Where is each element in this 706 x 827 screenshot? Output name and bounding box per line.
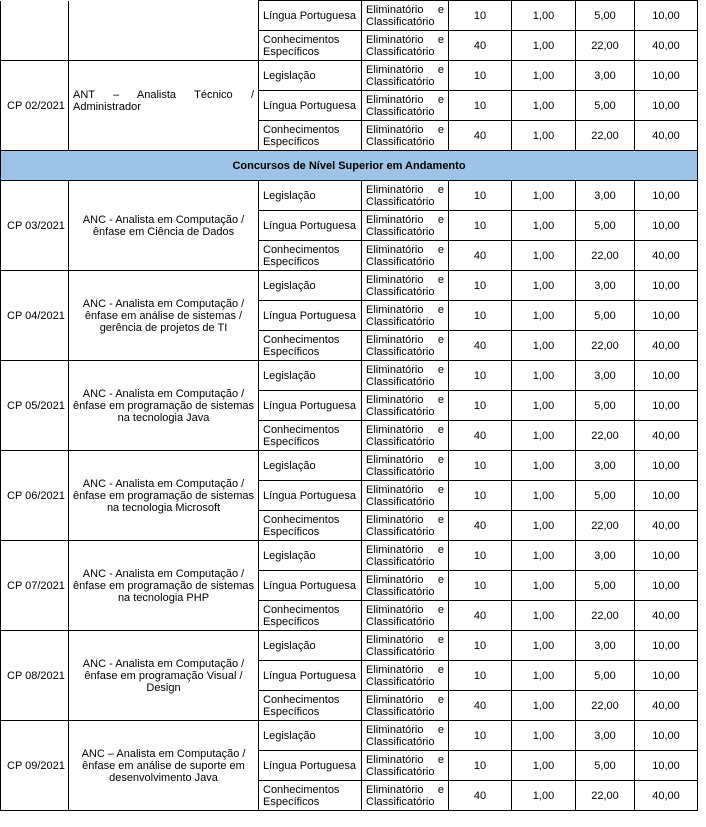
max-score-cell: 10,00	[635, 751, 698, 781]
code-cell: CP 02/2021	[1, 61, 69, 151]
table-row	[1, 361, 698, 391]
min-score-cell: 5,00	[576, 661, 635, 691]
min-score-cell: 5,00	[576, 481, 635, 511]
character-cell: Eliminatório e Classificatório	[362, 301, 449, 331]
character-cell: Eliminatório e Classificatório	[362, 91, 449, 121]
min-score-cell: 3,00	[576, 181, 635, 211]
weight-cell: 1,00	[512, 541, 576, 571]
weight-cell: 1,00	[512, 1, 576, 31]
questions-cell: 10	[449, 61, 512, 91]
table-row	[1, 271, 698, 301]
character-cell: Eliminatório e Classificatório	[362, 61, 449, 91]
min-score-cell: 5,00	[576, 211, 635, 241]
weight-cell: 1,00	[512, 181, 576, 211]
max-score-cell: 40,00	[635, 121, 698, 151]
character-cell: Eliminatório e Classificatório	[362, 751, 449, 781]
weight-cell: 1,00	[512, 31, 576, 61]
table-row	[1, 451, 698, 481]
min-score-cell: 22,00	[576, 781, 635, 811]
questions-cell: 10	[449, 91, 512, 121]
code-cell: CP 03/2021	[1, 181, 69, 271]
code-cell: CP 05/2021	[1, 361, 69, 451]
questions-cell: 10	[449, 391, 512, 421]
character-cell: Eliminatório e Classificatório	[362, 631, 449, 661]
weight-cell: 1,00	[512, 751, 576, 781]
max-score-cell: 10,00	[635, 61, 698, 91]
questions-cell: 10	[449, 301, 512, 331]
min-score-cell: 22,00	[576, 691, 635, 721]
weight-cell: 1,00	[512, 91, 576, 121]
min-score-cell: 3,00	[576, 361, 635, 391]
character-cell: Eliminatório e Classificatório	[362, 481, 449, 511]
questions-cell: 40	[449, 241, 512, 271]
min-score-cell: 5,00	[576, 1, 635, 31]
character-cell: Eliminatório e Classificatório	[362, 181, 449, 211]
table-row	[1, 61, 698, 91]
questions-cell: 40	[449, 511, 512, 541]
weight-cell: 1,00	[512, 241, 576, 271]
max-score-cell: 10,00	[635, 391, 698, 421]
discipline-cell: Legislação	[259, 271, 362, 301]
weight-cell: 1,00	[512, 331, 576, 361]
cargo-cell: ANC – Analista em Computação / ênfase em análise de suporte em desenvolvimento Java	[69, 721, 259, 811]
cargo-cell: ANC - Analista em Computação / ênfase em Ciência de Dados	[69, 181, 259, 271]
questions-cell: 40	[449, 691, 512, 721]
discipline-cell: Conhecimentos Específicos	[259, 691, 362, 721]
table-row	[1, 541, 698, 571]
questions-cell: 10	[449, 271, 512, 301]
max-score-cell: 10,00	[635, 361, 698, 391]
min-score-cell: 22,00	[576, 331, 635, 361]
discipline-cell: Legislação	[259, 631, 362, 661]
section-title: Concursos de Nível Superior em Andamento	[1, 151, 698, 181]
cargo-cell: ANC - Analista em Computação / ênfase em programação Visual / Design	[69, 631, 259, 721]
discipline-cell: Conhecimentos Específicos	[259, 241, 362, 271]
weight-cell: 1,00	[512, 391, 576, 421]
character-cell: Eliminatório e Classificatório	[362, 781, 449, 811]
weight-cell: 1,00	[512, 721, 576, 751]
discipline-cell: Língua Portuguesa	[259, 211, 362, 241]
code-cell: CP 08/2021	[1, 631, 69, 721]
min-score-cell: 3,00	[576, 451, 635, 481]
character-cell: Eliminatório e Classificatório	[362, 691, 449, 721]
character-cell: Eliminatório e Classificatório	[362, 31, 449, 61]
code-cell: CP 07/2021	[1, 541, 69, 631]
character-cell: Eliminatório e Classificatório	[362, 601, 449, 631]
discipline-cell: Língua Portuguesa	[259, 1, 362, 31]
weight-cell: 1,00	[512, 121, 576, 151]
min-score-cell: 3,00	[576, 271, 635, 301]
questions-cell: 10	[449, 1, 512, 31]
discipline-cell: Conhecimentos Específicos	[259, 331, 362, 361]
min-score-cell: 22,00	[576, 421, 635, 451]
questions-cell: 10	[449, 361, 512, 391]
questions-cell: 40	[449, 31, 512, 61]
character-cell: Eliminatório e Classificatório	[362, 331, 449, 361]
code-cell: CP 09/2021	[1, 721, 69, 811]
exam-table-body	[1, 1, 698, 811]
min-score-cell: 5,00	[576, 391, 635, 421]
max-score-cell: 10,00	[635, 211, 698, 241]
min-score-cell: 5,00	[576, 571, 635, 601]
character-cell: Eliminatório e Classificatório	[362, 571, 449, 601]
discipline-cell: Legislação	[259, 541, 362, 571]
min-score-cell: 5,00	[576, 751, 635, 781]
section-header-row	[1, 151, 698, 181]
discipline-cell: Legislação	[259, 181, 362, 211]
max-score-cell: 40,00	[635, 691, 698, 721]
cargo-cell: ANC - Analista em Computação / ênfase em programação de sistemas na tecnologia Microsoft	[69, 451, 259, 541]
cargo-cell	[69, 1, 259, 61]
max-score-cell: 10,00	[635, 301, 698, 331]
min-score-cell: 22,00	[576, 601, 635, 631]
weight-cell: 1,00	[512, 481, 576, 511]
character-cell: Eliminatório e Classificatório	[362, 1, 449, 31]
cargo-cell: ANC - Analista em Computação / ênfase em análise de sistemas / gerência de projetos de TI	[69, 271, 259, 361]
character-cell: Eliminatório e Classificatório	[362, 541, 449, 571]
max-score-cell: 10,00	[635, 481, 698, 511]
character-cell: Eliminatório e Classificatório	[362, 361, 449, 391]
min-score-cell: 3,00	[576, 631, 635, 661]
questions-cell: 10	[449, 571, 512, 601]
questions-cell: 10	[449, 181, 512, 211]
weight-cell: 1,00	[512, 571, 576, 601]
character-cell: Eliminatório e Classificatório	[362, 661, 449, 691]
discipline-cell: Língua Portuguesa	[259, 481, 362, 511]
discipline-cell: Língua Portuguesa	[259, 661, 362, 691]
questions-cell: 40	[449, 421, 512, 451]
table-row	[1, 1, 698, 31]
min-score-cell: 3,00	[576, 541, 635, 571]
discipline-cell: Conhecimentos Específicos	[259, 601, 362, 631]
weight-cell: 1,00	[512, 781, 576, 811]
min-score-cell: 5,00	[576, 301, 635, 331]
discipline-cell: Legislação	[259, 451, 362, 481]
discipline-cell: Conhecimentos Específicos	[259, 421, 362, 451]
character-cell: Eliminatório e Classificatório	[362, 511, 449, 541]
weight-cell: 1,00	[512, 601, 576, 631]
questions-cell: 10	[449, 661, 512, 691]
weight-cell: 1,00	[512, 361, 576, 391]
character-cell: Eliminatório e Classificatório	[362, 121, 449, 151]
character-cell: Eliminatório e Classificatório	[362, 211, 449, 241]
max-score-cell: 40,00	[635, 421, 698, 451]
min-score-cell: 22,00	[576, 511, 635, 541]
discipline-cell: Língua Portuguesa	[259, 391, 362, 421]
discipline-cell: Língua Portuguesa	[259, 571, 362, 601]
max-score-cell: 40,00	[635, 781, 698, 811]
weight-cell: 1,00	[512, 691, 576, 721]
weight-cell: 1,00	[512, 61, 576, 91]
discipline-cell: Legislação	[259, 61, 362, 91]
character-cell: Eliminatório e Classificatório	[362, 451, 449, 481]
min-score-cell: 5,00	[576, 91, 635, 121]
questions-cell: 10	[449, 211, 512, 241]
min-score-cell: 22,00	[576, 121, 635, 151]
weight-cell: 1,00	[512, 511, 576, 541]
cargo-cell: ANC - Analista em Computação / ênfase em programação de sistemas na tecnologia Java	[69, 361, 259, 451]
discipline-cell: Legislação	[259, 361, 362, 391]
table-row	[1, 631, 698, 661]
max-score-cell: 10,00	[635, 91, 698, 121]
min-score-cell: 3,00	[576, 61, 635, 91]
character-cell: Eliminatório e Classificatório	[362, 721, 449, 751]
max-score-cell: 10,00	[635, 661, 698, 691]
questions-cell: 40	[449, 121, 512, 151]
discipline-cell: Língua Portuguesa	[259, 301, 362, 331]
weight-cell: 1,00	[512, 661, 576, 691]
code-cell	[1, 1, 69, 61]
questions-cell: 40	[449, 781, 512, 811]
questions-cell: 10	[449, 481, 512, 511]
discipline-cell: Língua Portuguesa	[259, 91, 362, 121]
discipline-cell: Conhecimentos Específicos	[259, 121, 362, 151]
min-score-cell: 3,00	[576, 721, 635, 751]
max-score-cell: 10,00	[635, 451, 698, 481]
max-score-cell: 10,00	[635, 271, 698, 301]
cargo-cell: ANC - Analista em Computação / ênfase em programação de sistemas na tecnologia PHP	[69, 541, 259, 631]
table-row	[1, 721, 698, 751]
questions-cell: 10	[449, 451, 512, 481]
cargo-cell: ANT – Analista Técnico / Administrador	[69, 61, 259, 151]
discipline-cell: Língua Portuguesa	[259, 751, 362, 781]
max-score-cell: 10,00	[635, 541, 698, 571]
max-score-cell: 10,00	[635, 181, 698, 211]
max-score-cell: 10,00	[635, 571, 698, 601]
max-score-cell: 40,00	[635, 331, 698, 361]
weight-cell: 1,00	[512, 451, 576, 481]
weight-cell: 1,00	[512, 211, 576, 241]
max-score-cell: 40,00	[635, 241, 698, 271]
questions-cell: 40	[449, 331, 512, 361]
max-score-cell: 40,00	[635, 601, 698, 631]
max-score-cell: 40,00	[635, 511, 698, 541]
min-score-cell: 22,00	[576, 31, 635, 61]
questions-cell: 10	[449, 541, 512, 571]
weight-cell: 1,00	[512, 421, 576, 451]
max-score-cell: 10,00	[635, 721, 698, 751]
weight-cell: 1,00	[512, 301, 576, 331]
questions-cell: 40	[449, 601, 512, 631]
discipline-cell: Conhecimentos Específicos	[259, 31, 362, 61]
discipline-cell: Legislação	[259, 721, 362, 751]
max-score-cell: 10,00	[635, 631, 698, 661]
questions-cell: 10	[449, 721, 512, 751]
character-cell: Eliminatório e Classificatório	[362, 241, 449, 271]
table-row	[1, 181, 698, 211]
questions-cell: 10	[449, 751, 512, 781]
weight-cell: 1,00	[512, 271, 576, 301]
questions-cell: 10	[449, 631, 512, 661]
character-cell: Eliminatório e Classificatório	[362, 421, 449, 451]
character-cell: Eliminatório e Classificatório	[362, 391, 449, 421]
weight-cell: 1,00	[512, 631, 576, 661]
max-score-cell: 10,00	[635, 1, 698, 31]
character-cell: Eliminatório e Classificatório	[362, 271, 449, 301]
discipline-cell: Conhecimentos Específicos	[259, 511, 362, 541]
discipline-cell: Conhecimentos Específicos	[259, 781, 362, 811]
code-cell: CP 04/2021	[1, 271, 69, 361]
code-cell: CP 06/2021	[1, 451, 69, 541]
max-score-cell: 40,00	[635, 31, 698, 61]
min-score-cell: 22,00	[576, 241, 635, 271]
